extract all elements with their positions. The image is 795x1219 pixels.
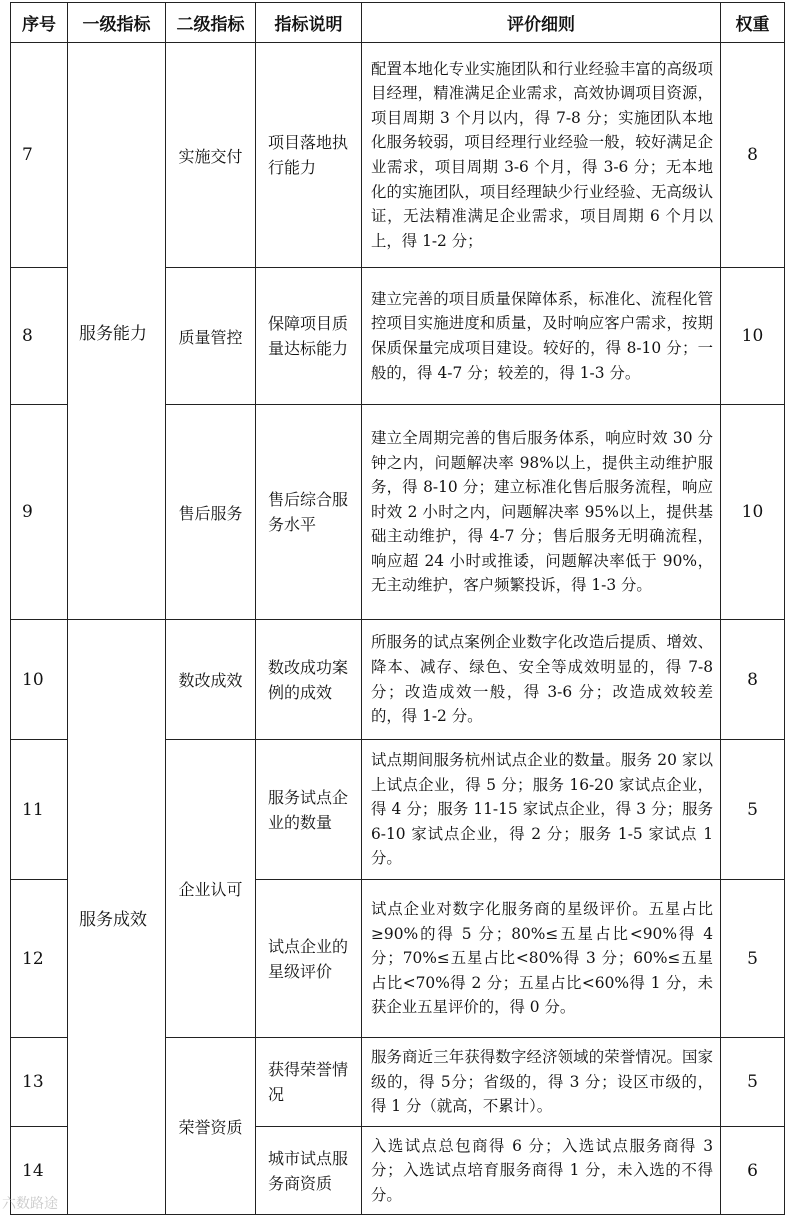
row-detail: 入选试点总包商得 6 分；入选试点服务商得 3 分；入选试点培育服务商得 1 分，未入选的不得分。: [362, 1127, 721, 1215]
row-seq: 11: [11, 740, 68, 880]
row-desc: 试点企业的星级评价: [256, 880, 362, 1038]
header-weight: 权重: [721, 3, 785, 43]
row-seq: 13: [11, 1038, 68, 1127]
row-desc: 城市试点服务商资质: [256, 1127, 362, 1215]
level2-digital: 数改成效: [166, 620, 256, 740]
row-detail: 建立全周期完善的售后服务体系，响应时效 30 分钟之内，问题解决率 98%以上，提供主动维护服务，得 8-10 分；建立标准化售后服务流程，响应时效 2 小时之内，问题解决率 95%以上，提供基础主动维护，得 4-7 分；售后服务无明确流程，响应超 24 小时或推诿，问题解决率低于 90%，无主动维护，客户频繁投诉，得 1-3 分。: [362, 405, 721, 620]
level2-recognition: 企业认可: [166, 740, 256, 1038]
row-desc: 数改成功案例的成效: [256, 620, 362, 740]
row-weight: 5: [721, 740, 785, 880]
row-weight: 10: [721, 268, 785, 405]
level2-honor: 荣誉资质: [166, 1038, 256, 1215]
header-desc: 指标说明: [256, 3, 362, 43]
level1-service-effect: 服务成效: [68, 620, 166, 1215]
row-weight: 10: [721, 405, 785, 620]
header-detail: 评价细则: [362, 3, 721, 43]
row-desc: 保障项目质量达标能力: [256, 268, 362, 405]
row-detail: 试点企业对数字化服务商的星级评价。五星占比≥90%的得 5 分；80%≤五星占比<90%得 4 分；70%≤五星占比<80%得 3 分；60%≤五星占比<70%得 2 分；五星占比<60%得 1 分，未获企业五星评价的，得 0 分。: [362, 880, 721, 1038]
row-detail: 建立完善的项目质量保障体系，标准化、流程化管控项目实施进度和质量，及时响应客户需求，按期保质保量完成项目建设。较好的，得 8-10 分；一般的，得 4-7 分；较差的，得 1-3 分。: [362, 268, 721, 405]
row-desc: 项目落地执行能力: [256, 43, 362, 268]
row-seq: 14: [11, 1127, 68, 1215]
row-desc: 服务试点企业的数量: [256, 740, 362, 880]
watermark-logo: 六数路途: [2, 1196, 58, 1212]
header-seq: 序号: [11, 3, 68, 43]
evaluation-table-document: [10, 2, 784, 1215]
row-seq: 8: [11, 268, 68, 405]
row-weight: 8: [721, 43, 785, 268]
row-detail: 所服务的试点案例企业数字化改造后提质、增效、降本、减存、绿色、安全等成效明显的，得 7-8 分；改造成效一般，得 3-6 分；改造成效较差的，得 1-2 分。: [362, 620, 721, 740]
table-row: [11, 620, 785, 740]
header-level2: 二级指标: [166, 3, 256, 43]
row-weight: 5: [721, 1038, 785, 1127]
row-detail: 试点期间服务杭州试点企业的数量。服务 20 家以上试点企业，得 5 分；服务 16-20 家试点企业，得 4 分；服务 11-15 家试点企业，得 3 分；服务 6-10 家试点企业，得 2 分；服务 1-5 家试点 1 分。: [362, 740, 721, 880]
row-weight: 8: [721, 620, 785, 740]
header-row: [11, 3, 785, 43]
level1-service-ability: 服务能力: [68, 43, 166, 620]
row-desc: 获得荣誉情况: [256, 1038, 362, 1127]
level2-delivery: 实施交付: [166, 43, 256, 268]
evaluation-table: [10, 2, 785, 1215]
table-row: [11, 43, 785, 268]
row-weight: 5: [721, 880, 785, 1038]
row-seq: 9: [11, 405, 68, 620]
row-seq: 7: [11, 43, 68, 268]
row-weight: 6: [721, 1127, 785, 1215]
row-detail: 服务商近三年获得数字经济领域的荣誉情况。国家级的，得 5分；省级的，得 3 分；设区市级的，得 1 分（就高，不累计）。: [362, 1038, 721, 1127]
row-detail: 配置本地化专业实施团队和行业经验丰富的高级项目经理，精准满足企业需求，高效协调项目资源，项目周期 3 个月以内，得 7-8 分；实施团队本地化服务较弱，项目经理行业经验一般，较好满足企业需求，项目周期 3-6 个月，得 3-6 分；无本地化的实施团队，项目经理缺少行业经验、无高级认证，无法精准满足企业需求，项目周期 6 个月以上，得 1-2 分；: [362, 43, 721, 268]
row-seq: 12: [11, 880, 68, 1038]
level2-after-sales: 售后服务: [166, 405, 256, 620]
row-desc: 售后综合服务水平: [256, 405, 362, 620]
row-seq: 10: [11, 620, 68, 740]
header-level1: 一级指标: [68, 3, 166, 43]
level2-quality: 质量管控: [166, 268, 256, 405]
